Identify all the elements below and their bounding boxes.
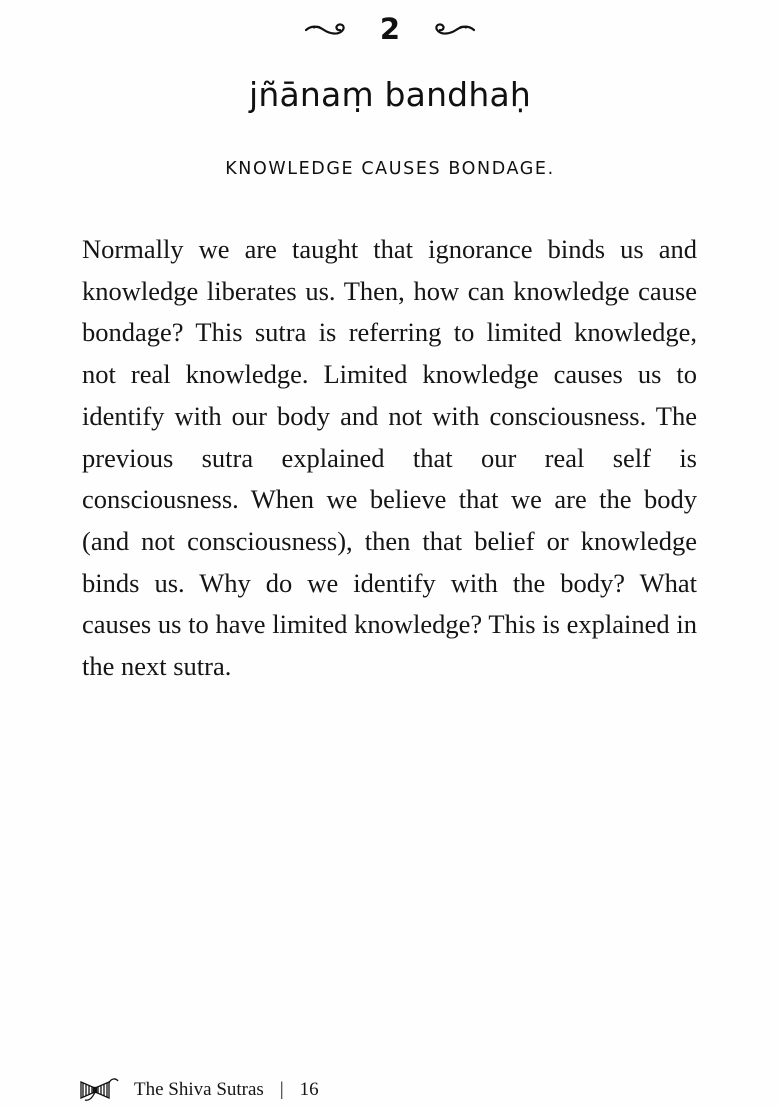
footer-separator: |: [279, 1079, 284, 1100]
page-footer: [78, 1074, 319, 1106]
chapter-heading: [0, 8, 780, 50]
damaru-icon: [78, 1077, 120, 1103]
chapter-number: 2: [379, 12, 401, 46]
commentary-paragraph: Normally we are taught that ignorance binds us and knowledge liberates us. Then, how can knowledge cause bondage? This sutra is referring to limited knowledge, not real knowledge. Limited knowledge causes us to identify with our body and not with consciousness. The previous sutra explained that our real self is consciousness. When we believe that we are the body (and not consciousness), then that belief or knowledge binds us. Why do we identify with the body? What causes us to have limited knowledge? This is explained in the next sutra.: [82, 234, 697, 682]
sutra-transliteration: jñānaṃ bandhaḥ: [249, 75, 531, 114]
flourish-left-icon: [304, 19, 354, 39]
sutra-translation: KNOWLEDGE CAUSES BONDAGE.: [225, 159, 555, 179]
book-title: The Shiva Sutras: [134, 1079, 264, 1100]
flourish-right-icon: [426, 19, 476, 39]
page-number: 16: [299, 1079, 319, 1100]
